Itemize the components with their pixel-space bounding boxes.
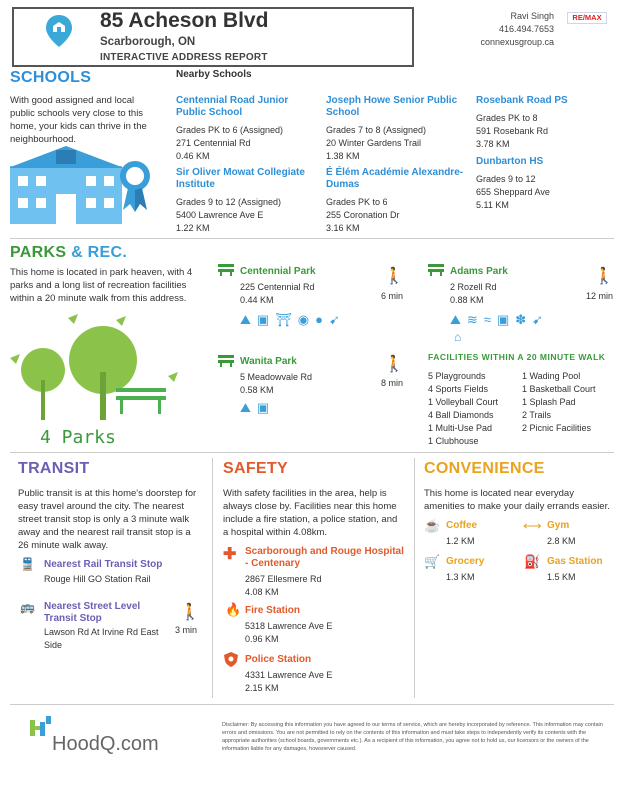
school-card[interactable] xyxy=(176,95,316,163)
facility-item: 1 Multi-Use Pad xyxy=(428,423,493,433)
safety-address: 4331 Lawrence Ave E xyxy=(245,670,333,680)
rail-stop-name[interactable]: Rouge Hill GO Station Rail xyxy=(44,574,151,584)
safety-name[interactable]: Scarborough and Rouge Hospital - Centenary xyxy=(245,546,404,569)
facility-item: 5 Playgrounds xyxy=(428,371,486,381)
convenience-description: This home is located near everyday amenities to make your daily errands easier. xyxy=(424,488,610,512)
amenity-distance: 1.2 KM xyxy=(446,536,475,546)
amenity-distance: 1.5 KM xyxy=(547,572,576,582)
facility-item: 1 Basketball Court xyxy=(522,384,596,394)
gas-pump-icon: ⛽ xyxy=(524,554,541,569)
amenity-name[interactable]: Gym xyxy=(547,520,570,531)
school-address: 591 Rosebank Rd xyxy=(476,126,549,136)
baseball-icon: ➹ xyxy=(532,312,544,327)
facilities-list-1 xyxy=(428,370,498,448)
park-amenity-icons xyxy=(240,312,346,328)
hoodq-logo-icon xyxy=(30,716,52,736)
property-address: 85 Acheson Blvd xyxy=(100,9,269,32)
safety-distance: 4.08 KM xyxy=(245,587,279,597)
report-type: INTERACTIVE ADDRESS REPORT xyxy=(100,52,268,63)
street-stop-label-line2: Transit Stop xyxy=(44,613,102,624)
school-grades: Grades 9 to 12 (Assigned) xyxy=(176,197,282,207)
school-card[interactable] xyxy=(476,156,616,212)
street-stop-name[interactable]: Lawson Rd At Irvine Rd East Side xyxy=(44,627,159,650)
fire-icon: 🔥 xyxy=(225,602,242,617)
amenity-name[interactable]: Coffee xyxy=(446,520,478,531)
location-pin-icon xyxy=(44,14,74,48)
convenience-title: CONVENIENCE xyxy=(424,460,545,477)
agent-phone[interactable]: 416.494.7653 xyxy=(498,24,554,34)
amenity-name[interactable]: Grocery xyxy=(446,556,485,567)
facility-item: 4 Ball Diamonds xyxy=(428,410,494,420)
safety-name[interactable]: Fire Station xyxy=(245,605,301,616)
column-divider xyxy=(414,458,415,698)
agent-website[interactable]: connexusgroup.ca xyxy=(480,37,554,47)
parks-description: This home is located in park heaven, with 4 parks and a long list of recreation facilities within a 20 minute walk from this address. xyxy=(10,267,193,304)
parks-title-sub: & REC. xyxy=(71,244,128,261)
facility-item: 1 Clubhouse xyxy=(428,436,479,446)
agent-name: Ravi Singh xyxy=(510,11,554,21)
police-shield-icon xyxy=(224,652,238,667)
walking-person-icon: 🚶 xyxy=(384,356,404,373)
school-address: 20 Winter Gardens Trail xyxy=(326,138,422,148)
safety-address: 5318 Lawrence Ave E xyxy=(245,621,333,631)
facilities-title: FACILITIES WITHIN A 20 MINUTE WALK xyxy=(428,352,606,362)
safety-distance: 2.15 KM xyxy=(245,683,279,693)
school-distance: 5.11 KM xyxy=(476,200,509,210)
park-walk-time: 12 min xyxy=(586,291,614,301)
sports-field-icon: ▣ xyxy=(256,312,270,327)
walking-person-icon: 🚶 xyxy=(384,268,404,285)
park-trees-illustration xyxy=(8,310,198,420)
safety-distance: 0.96 KM xyxy=(245,634,279,644)
school-distance: 0.46 KM xyxy=(176,151,210,161)
school-name[interactable]: Joseph Howe Senior Public School xyxy=(326,95,458,118)
park-amenity-icons xyxy=(240,400,275,416)
hoodq-logo-text[interactable]: HoodQ.com xyxy=(52,733,159,755)
disclaimer: Disclaimer: By accessing this information you have agreed to our terms of service, which are hereby incorporated by reference. This information may contain errors and omissions. You are not permitted to rely on the contents of this information and must take steps to independently verify its contents with the appropriate authorities (school boards, governments etc.). As a recipient of this information, you agree not to hold us, our licensors or the owners of the information liable for any damages, howsoever caused. xyxy=(222,722,603,752)
facilities-list-2 xyxy=(522,370,596,435)
remax-logo: RE/MAX xyxy=(567,12,607,24)
park-count: 4 Parks xyxy=(40,427,116,448)
agent-info xyxy=(480,10,554,49)
playground-icon: ⛰ xyxy=(240,312,251,327)
school-distance: 3.78 KM xyxy=(476,139,510,149)
school-name[interactable]: É Élém Académie Alexandre-Dumas xyxy=(326,167,464,190)
bus-icon: 🚌 xyxy=(20,600,35,614)
school-distance: 1.22 KM xyxy=(176,223,210,233)
school-name[interactable]: Centennial Road Junior Public School xyxy=(176,95,289,118)
coffee-icon: ☕ xyxy=(424,518,441,533)
park-amenity-icons xyxy=(450,312,549,328)
trail-icon: ≈ xyxy=(483,312,491,327)
park-walk-time: 8 min xyxy=(381,378,404,388)
sports-field-icon: ▣ xyxy=(256,400,270,415)
school-card[interactable] xyxy=(476,95,616,151)
park-name[interactable]: Adams Park xyxy=(450,266,508,277)
hospital-icon: ✚ xyxy=(223,546,237,563)
bench-icon xyxy=(218,355,234,367)
amenity-distance: 1.3 KM xyxy=(446,572,475,582)
gym-icon: ⟷ xyxy=(523,518,542,533)
train-icon: 🚆 xyxy=(20,557,35,571)
school-grades: Grades PK to 6 xyxy=(326,197,388,207)
schools-title: SCHOOLS xyxy=(10,69,92,86)
school-distance: 3.16 KM xyxy=(326,223,360,233)
street-stop-label-line1: Nearest Street Level xyxy=(44,601,141,612)
facility-item: 1 Wading Pool xyxy=(522,371,581,381)
park-name[interactable]: Centennial Park xyxy=(240,266,316,277)
volleyball-icon: ● xyxy=(315,312,323,327)
picnic-icon: ⛩ xyxy=(275,312,292,327)
safety-address: 2867 Ellesmere Rd xyxy=(245,574,322,584)
nearby-schools-label: Nearby Schools xyxy=(176,69,252,80)
basketball-icon: ◉ xyxy=(297,312,310,327)
facility-item: 1 Volleyball Court xyxy=(428,397,499,407)
school-grades: Grades PK to 6 (Assigned) xyxy=(176,125,284,135)
park-distance: 0.58 KM xyxy=(240,385,274,395)
rail-stop-label: Nearest Rail Transit Stop xyxy=(44,559,163,570)
playground-icon: ⛰ xyxy=(450,312,461,327)
column-divider xyxy=(212,458,213,698)
section-divider xyxy=(10,452,614,453)
school-building-icon xyxy=(10,146,160,226)
property-city: Scarborough, ON xyxy=(100,36,196,48)
section-divider xyxy=(10,704,614,705)
section-divider xyxy=(10,238,614,239)
bench-icon xyxy=(218,264,234,276)
safety-description: With safety facilities in the area, help is always close by. Facilities near this home include a fire station, a police station, and a hospital within 4.08km. xyxy=(223,488,398,538)
amenity-name[interactable]: Gas Station xyxy=(547,556,603,567)
facility-item: 4 Sports Fields xyxy=(428,384,489,394)
school-card[interactable] xyxy=(326,167,466,235)
facility-item: 1 Splash Pad xyxy=(522,397,576,407)
school-address: 5400 Lawrence Ave E xyxy=(176,210,264,220)
walking-person-icon: 🚶 xyxy=(180,604,200,621)
sports-field-icon: ▣ xyxy=(496,312,510,327)
safety-title: SAFETY xyxy=(223,460,288,477)
facility-item: 2 Picnic Facilities xyxy=(522,423,592,433)
school-address: 271 Centennial Rd xyxy=(176,138,251,148)
street-stop-label xyxy=(44,601,140,625)
walking-person-icon: 🚶 xyxy=(594,268,614,285)
transit-description: Public transit is at this home's doorstep for easy travel around the city. The nearest street transit stop is only a 3 minute walk away and the nearest rail transit stop is a 26 minute walk away. xyxy=(18,488,197,551)
splash-pad-icon: ✽ xyxy=(515,312,527,327)
school-grades: Grades 9 to 12 xyxy=(476,174,536,184)
school-address: 655 Sheppard Ave xyxy=(476,187,550,197)
schools-description: With good assigned and local public schools very close to this home, your kids can thrive in the neighbourhood. xyxy=(10,95,147,145)
park-address: 225 Centennial Rd xyxy=(240,282,315,292)
transit-title: TRANSIT xyxy=(18,460,90,477)
safety-name[interactable]: Police Station xyxy=(245,654,312,665)
school-address: 255 Coronation Dr xyxy=(326,210,400,220)
park-address: 2 Rozell Rd xyxy=(450,282,497,292)
amenity-distance: 2.8 KM xyxy=(547,536,576,546)
park-distance: 0.44 KM xyxy=(240,295,274,305)
school-name[interactable]: Dunbarton HS xyxy=(476,156,544,167)
baseball-icon: ➹ xyxy=(328,312,340,327)
wading-pool-icon: ≋ xyxy=(466,312,478,327)
grocery-cart-icon: 🛒 xyxy=(424,554,441,569)
facility-item: 2 Trails xyxy=(522,410,552,420)
parks-title-main: PARKS xyxy=(10,244,67,261)
clubhouse-icon: ⌂ xyxy=(454,330,462,344)
school-grades: Grades PK to 8 xyxy=(476,113,538,123)
street-stop-walk: 3 min xyxy=(175,625,198,635)
playground-icon: ⛰ xyxy=(240,400,251,415)
park-distance: 0.88 KM xyxy=(450,295,484,305)
park-walk-time: 6 min xyxy=(381,291,404,301)
bench-icon xyxy=(428,264,444,276)
school-grades: Grades 7 to 8 (Assigned) xyxy=(326,125,427,135)
school-card[interactable] xyxy=(176,167,316,235)
park-name[interactable]: Wanita Park xyxy=(240,356,297,367)
parks-title xyxy=(10,244,127,262)
park-address: 5 Meadowvale Rd xyxy=(240,372,313,382)
school-name[interactable]: Rosebank Road PS xyxy=(476,95,568,106)
school-name[interactable]: Sir Oliver Mowat Collegiate Institute xyxy=(176,167,305,190)
school-card[interactable] xyxy=(326,95,466,163)
school-distance: 1.38 KM xyxy=(326,151,360,161)
